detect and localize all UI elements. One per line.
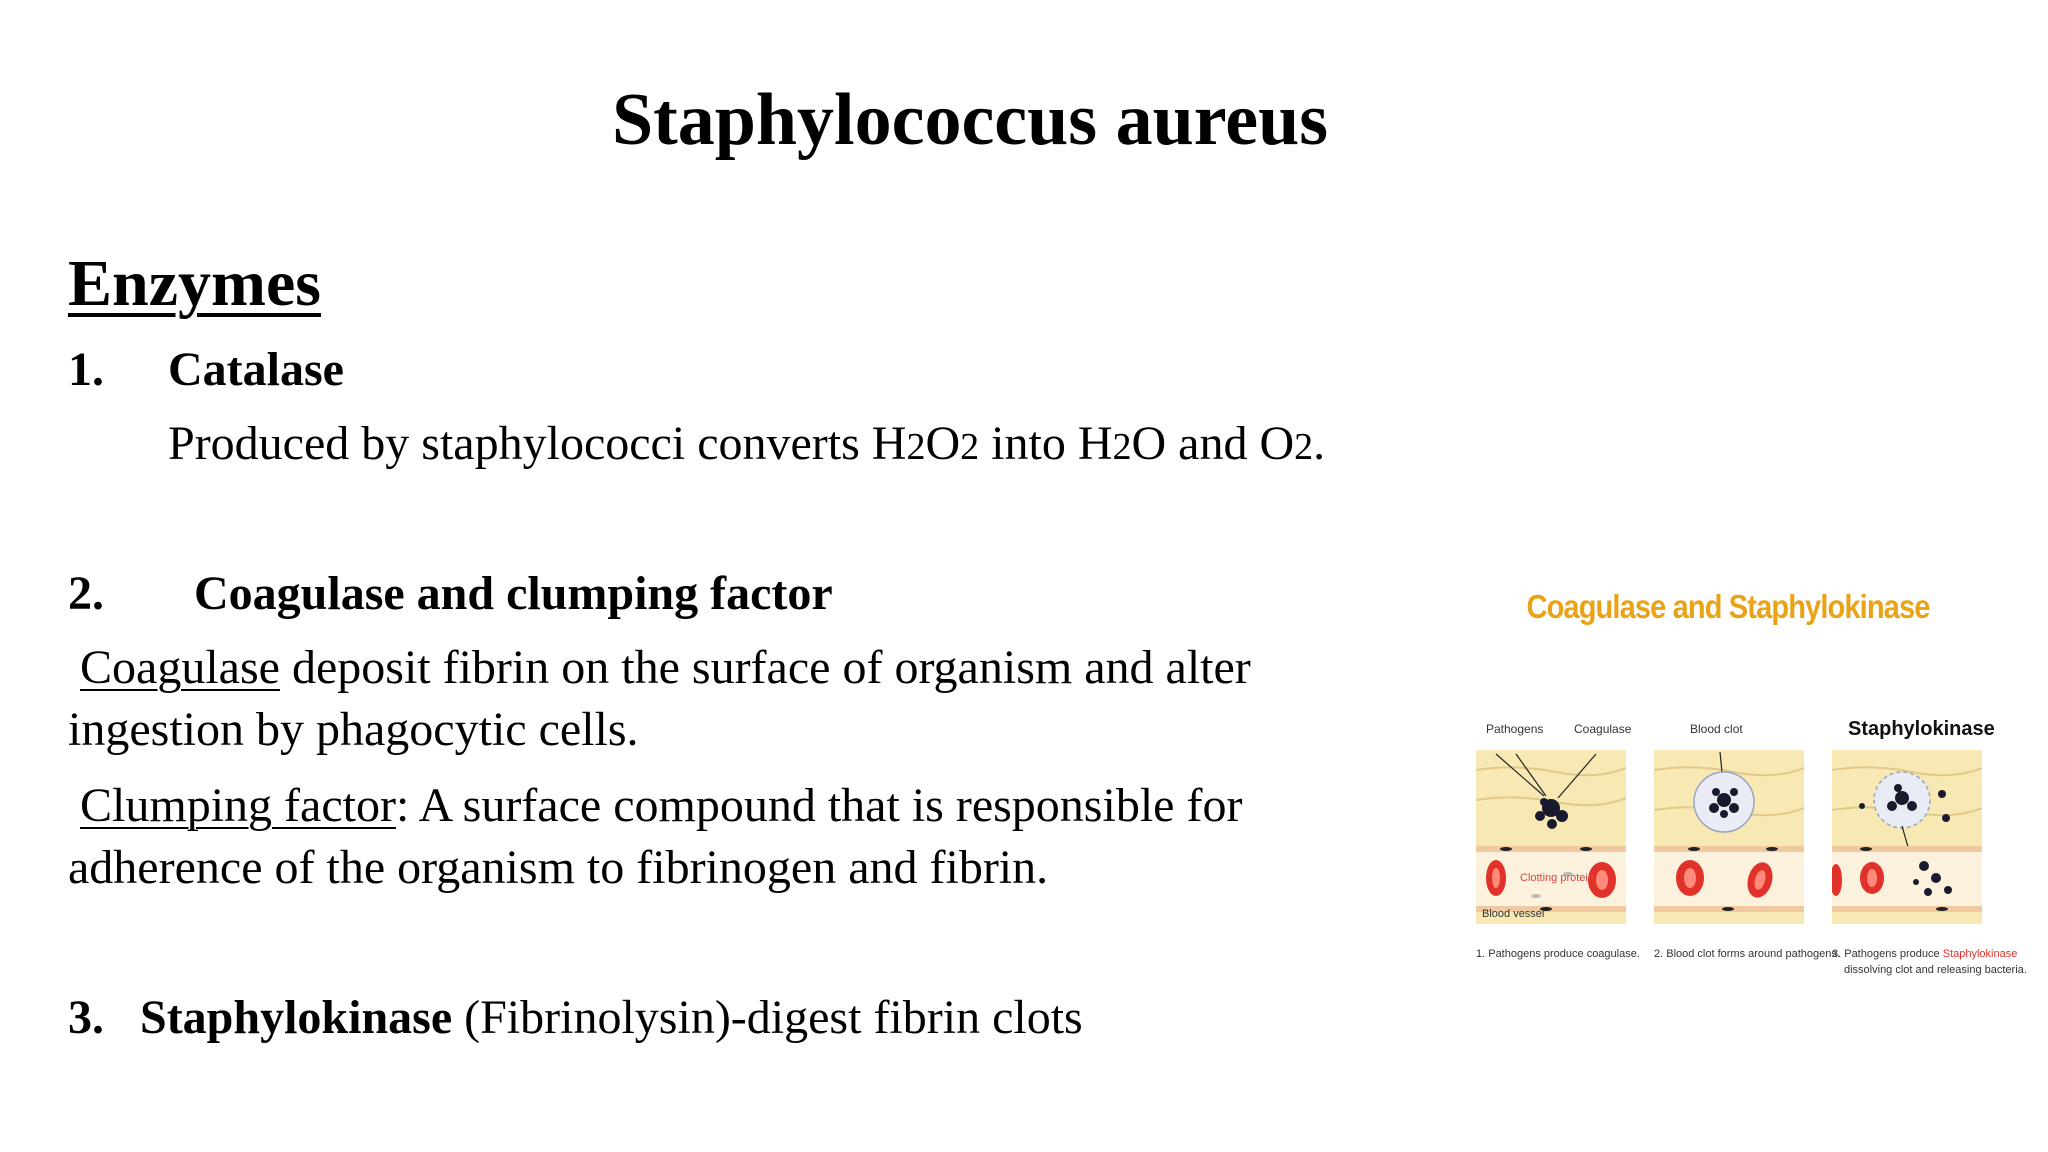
item-3-description: (Fibrinolysin)-digest fibrin clots <box>452 991 1083 1044</box>
caption-1: 1. Pathogens produce coagulase. <box>1476 948 1640 960</box>
item-2-number: 2. <box>68 567 104 620</box>
panel-1-coagulase <box>1476 750 1626 924</box>
item-1-number: 1. <box>68 343 104 396</box>
panel-1-illustration <box>1476 750 1626 924</box>
label-coagulase: Coagulase <box>1574 722 1632 736</box>
clumping-factor-term: Clumping factor <box>80 779 396 832</box>
coagulase-line-1: Coagulase deposit fibrin on the surface of organism and alter <box>80 641 1251 694</box>
panel-2-illustration <box>1654 750 1804 924</box>
panel-3-staphylokinase <box>1832 750 1982 924</box>
coagulase-term: Coagulase <box>80 641 280 694</box>
caption-3-line-1: 3. Pathogens produce Staphylokinase <box>1832 948 2018 960</box>
caption-3-line-2: dissolving clot and releasing bacteria. <box>1844 964 2027 976</box>
item-1-description: Produced by staphylococci converts H2O2 into H2O and O2. <box>168 417 1326 470</box>
coagulase-staphylokinase-figure <box>1468 580 2027 1000</box>
coagulase-line-2: ingestion by phagocytic cells. <box>68 703 639 756</box>
panel-2-blood-clot <box>1654 750 1804 924</box>
slide-title: Staphylococcus aureus <box>611 79 1329 161</box>
panel-3-illustration <box>1832 750 1982 924</box>
item-3-number: 3. <box>68 991 104 1044</box>
label-blood-clot: Blood clot <box>1690 722 1743 736</box>
clumping-line-2: adherence of the organism to fibrinogen and fibrin. <box>68 841 1049 894</box>
label-pathogens: Pathogens <box>1486 722 1544 736</box>
caption-2: 2. Blood clot forms around pathogens. <box>1654 948 1840 960</box>
clumping-line-1: Clumping factor: A surface compound that is responsible for <box>80 779 1243 832</box>
item-3 <box>68 990 1083 1045</box>
label-blood-vessel: Blood vessel <box>1482 908 1545 920</box>
label-staphylokinase: Staphylokinase <box>1848 718 1995 740</box>
item-2-title: Coagulase and clumping factor <box>194 567 833 620</box>
section-heading: Enzymes <box>68 247 321 320</box>
item-1-title: Catalase <box>168 343 344 396</box>
item-3-title: Staphylokinase <box>140 991 453 1044</box>
figure-title: Coagulase and Staphylokinase <box>1526 588 1930 625</box>
label-clotting-protein: Clotting protein <box>1520 872 1594 884</box>
